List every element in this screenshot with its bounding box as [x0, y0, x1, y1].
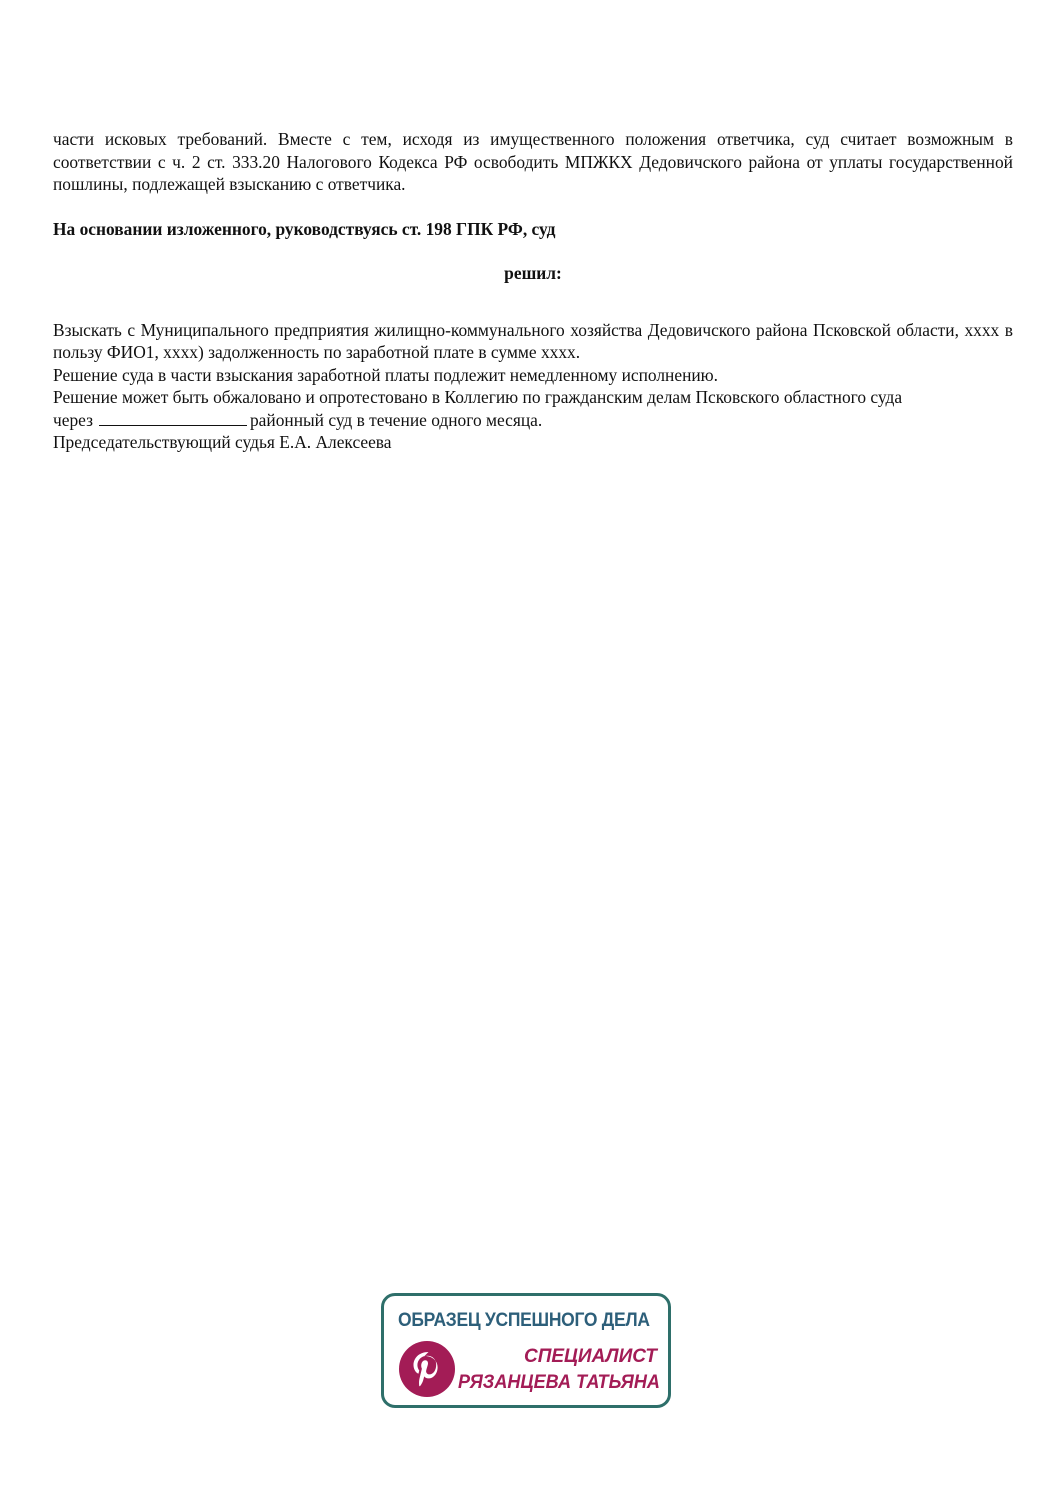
pinterest-icon	[398, 1340, 456, 1398]
judge-line: Председательствующий судья Е.А. Алексеева	[53, 432, 392, 452]
decision-heading: решил:	[504, 263, 562, 283]
appeal-tail: районный суд в течение одного месяца.	[249, 409, 543, 430]
badge-title: ОБРАЗЕЦ УСПЕШНОГО ДЕЛА	[398, 1310, 650, 1331]
specialist-badge	[381, 1293, 671, 1408]
appeal-via-line	[53, 409, 1013, 432]
immediate-execution-text: Решение суда в части взыскания заработной платы подлежит немедленному исполнению.	[53, 364, 719, 385]
paragraph-state-duty: части исковых требований. Вместе с тем, исходя из имущественного положения ответчика, суд считает возможным в соответствии с ч. 2 ст. 333.20 Налогового Кодекса РФ освободить МПЖКХ Дедовичского района от уплаты государственной пошлины, подлежащей взысканию с ответчика.	[53, 129, 1013, 194]
decision-text: Взыскать с Муниципального предприятия жилищно-коммунального хозяйства Дедовичского района Псковской области, хххх в пользу ФИО1, хххх) задолженность по заработной плате в сумме хххх.	[53, 319, 1013, 362]
badge-name: РЯЗАНЦЕВА ТАТЬЯНА	[458, 1372, 660, 1393]
court-name-blank	[99, 409, 247, 426]
badge-role: СПЕЦИАЛИСТ	[524, 1346, 657, 1367]
document-body	[53, 128, 1013, 454]
basis-line: На основании изложенного, руководствуясь ст. 198 ГПК РФ, суд	[53, 218, 556, 239]
appeal-text: Решение может быть обжаловано и опротестовано в Коллегию по гражданским делам Псковского областного суда	[53, 387, 903, 407]
appeal-via-label: через	[53, 409, 93, 430]
